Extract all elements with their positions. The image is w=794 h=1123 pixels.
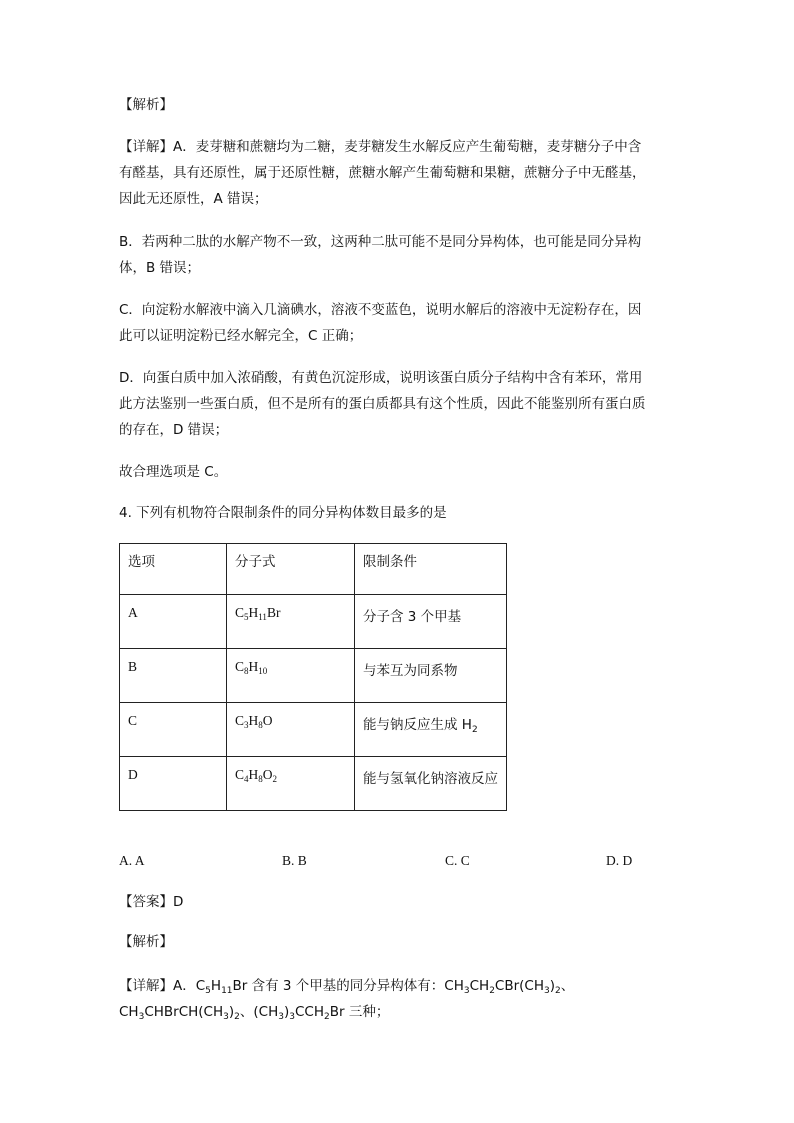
- explanation-c: [119, 297, 679, 349]
- row-condition: 能与氢氧化钠溶液反应: [355, 757, 507, 811]
- table-row: [120, 649, 507, 703]
- subscript: 3: [138, 1012, 145, 1022]
- subscript: 3: [278, 1012, 284, 1022]
- explanation-q4: [119, 973, 709, 1025]
- subscript: 11: [221, 986, 233, 996]
- subscript: 10: [258, 666, 268, 676]
- text-line: 的存在，D 错误；: [119, 422, 229, 438]
- conclusion: 故合理选项是 C。: [119, 464, 228, 480]
- text-line: 体，B 错误；: [119, 260, 201, 276]
- subscript: 8: [258, 720, 263, 730]
- text-line: 【详解】A．麦芽糖和蔗糖均为二糖，麦芽糖发生水解反应产生葡萄糖，麦芽糖分子中含: [119, 139, 642, 155]
- question-4: 4. 下列有机物符合限制条件的同分异构体数目最多的是: [119, 505, 447, 521]
- subscript: 2: [324, 1012, 330, 1022]
- row-condition: 与苯互为同系物: [355, 649, 507, 703]
- choice-a: A. A: [119, 853, 145, 868]
- subscript: 8: [244, 666, 249, 676]
- table-row: [120, 595, 507, 649]
- analysis-heading: 【解析】: [119, 97, 173, 113]
- row-option: A: [120, 595, 227, 649]
- choice-c: C. C: [445, 853, 470, 868]
- text-line: 因此无还原性，A 错误；: [119, 191, 268, 207]
- subscript: 11: [258, 612, 267, 622]
- row-formula: $C_5H_{11}Br$: [227, 595, 355, 649]
- subscript: 5: [244, 612, 249, 622]
- subscript: 2: [272, 774, 278, 784]
- row-option: D: [120, 757, 227, 811]
- text-line: 有醛基，具有还原性，属于还原性糖，蔗糖水解产生葡萄糖和果糖，蔗糖分子中无醛基，: [119, 165, 646, 181]
- text-line: D．向蛋白质中加入浓硝酸，有黄色沉淀形成，说明该蛋白质分子结构中含有苯环，常用: [119, 370, 643, 386]
- subscript: 4: [244, 774, 249, 784]
- row-condition: 能与钠反应生成 $H_2$: [355, 703, 507, 757]
- row-formula: $C_4H_8O_2$: [227, 757, 355, 811]
- subscript: 3: [544, 986, 550, 996]
- header-option: 选项: [120, 544, 227, 595]
- explanation-b: [119, 229, 679, 281]
- subscript: 2: [471, 725, 478, 735]
- table-row: [120, 757, 507, 811]
- text-line: B．若两种二肽的水解产物不一致，这两种二肽可能不是同分异构体，也可能是同分异构: [119, 234, 642, 250]
- choice-b: B. B: [282, 853, 307, 868]
- isomer-table: [119, 543, 507, 811]
- text-line: $CH_3CHBrCH(CH_3)_2$、$(CH_3)_3CCH_2Br$ 三种；: [119, 1004, 390, 1022]
- subscript: 2: [555, 986, 561, 996]
- subscript: 2: [234, 1012, 240, 1022]
- text-line: C．向淀粉水解液中滴入几滴碘水，溶液不变蓝色，说明水解后的溶液中无淀粉存在，因: [119, 302, 642, 318]
- subscript: 5: [205, 986, 211, 996]
- subscript: 3: [244, 720, 249, 730]
- text-line: 此方法鉴别一些蛋白质，但不是所有的蛋白质都具有这个性质，因此不能鉴别所有蛋白质: [119, 396, 646, 412]
- subscript: 2: [489, 986, 495, 996]
- subscript: 8: [258, 774, 263, 784]
- row-condition: 分子含 3 个甲基: [355, 595, 507, 649]
- text-line: 【详解】A．$C_5H_{11}Br$ 含有 3 个甲基的同分异构体有：$CH_3CH_2CBr(CH_3)_2$、: [119, 978, 575, 996]
- text-line: 此可以证明淀粉已经水解完全，C 正确；: [119, 328, 363, 344]
- row-option: C: [120, 703, 227, 757]
- table-row: [120, 703, 507, 757]
- row-option: B: [120, 649, 227, 703]
- subscript: 3: [289, 1012, 295, 1022]
- explanation-a: [119, 134, 679, 212]
- answer-line: 【答案】D: [119, 894, 184, 910]
- subscript: 3: [463, 986, 470, 996]
- header-condition: 限制条件: [355, 544, 507, 595]
- analysis-heading-2: 【解析】: [119, 934, 173, 950]
- row-formula: $C_8H_{10}$: [227, 649, 355, 703]
- subscript: 3: [223, 1012, 229, 1022]
- row-formula: $C_3H_8O$: [227, 703, 355, 757]
- choice-d: D. D: [606, 853, 633, 868]
- header-formula: 分子式: [227, 544, 355, 595]
- table-header-row: [120, 544, 507, 595]
- explanation-d: [119, 365, 679, 443]
- answer-choices: [119, 853, 679, 875]
